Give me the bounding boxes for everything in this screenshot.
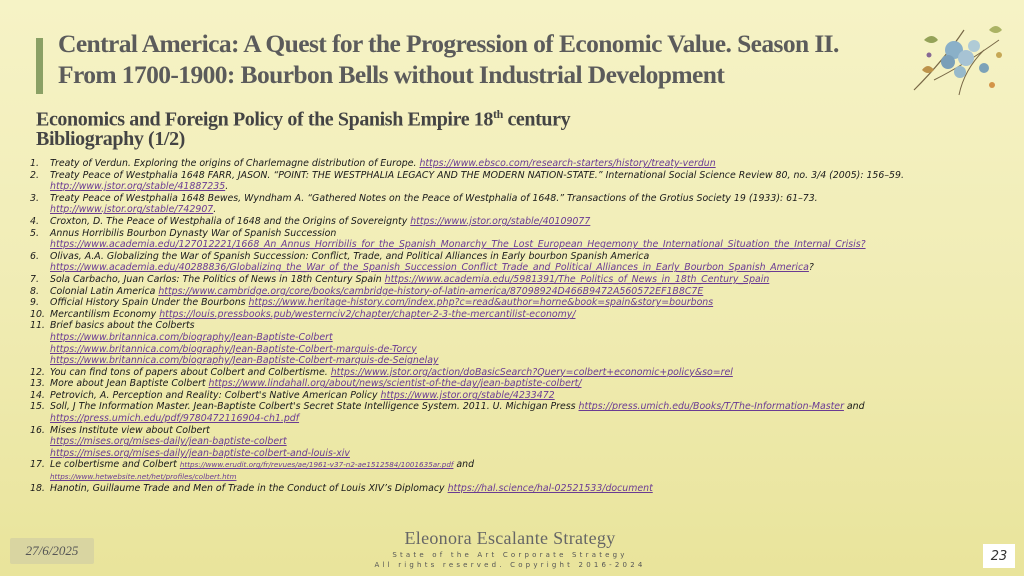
reference-text: Official History Spain Under the Bourbons [50, 297, 249, 309]
reference-number: 7. [30, 273, 39, 285]
reference-line [50, 483, 1010, 495]
reference-item [30, 170, 1010, 193]
reference-item [30, 320, 1010, 366]
reference-text: Soll, J The Information Master. Jean-Baptiste Colbert's Secret State Intelligence System. 2011. U. Michigan Press [50, 401, 579, 413]
reference-line [50, 459, 1010, 471]
reference-link[interactable]: https://mises.org/mises-daily/jean-baptiste-colbert [50, 436, 287, 448]
reference-line [50, 309, 1010, 321]
copyright-text: All rights reserved. Copyright 2016-2024 [374, 561, 646, 569]
title-line-2: From 1700-1900: Bourbon Bells without Industrial Development [58, 60, 725, 89]
reference-number: 15. [30, 401, 45, 413]
reference-line [50, 436, 1010, 448]
reference-text: and [453, 459, 475, 471]
reference-link[interactable]: https://www.academia.edu/127012221/1668_An_Annus_Horribilis_for_the_Spanish_Monarchy_The_Lost_European_Hegemony_the_International_Situation_the_Internal_Crisis? [50, 239, 866, 251]
reference-number: 14. [30, 389, 45, 401]
reference-link[interactable]: https://www.academia.edu/5981391/The_Politics_of_News_in_18th_Century_Spain [384, 273, 770, 285]
floral-decoration-icon [904, 10, 1014, 102]
reference-text: Brief basics about the Colberts [50, 320, 195, 332]
reference-number: 17. [30, 459, 45, 471]
reference-line [50, 204, 1010, 216]
reference-number: 16. [30, 424, 45, 436]
reference-number: 6. [30, 250, 39, 262]
reference-number: 11. [30, 320, 45, 332]
reference-number: 2. [30, 169, 39, 181]
slide-title [58, 28, 938, 90]
reference-line [50, 286, 1010, 298]
reference-line [50, 401, 1010, 413]
footer-brand-block [330, 528, 690, 569]
reference-text: . [213, 204, 217, 216]
reference-item [30, 309, 1010, 321]
reference-line [50, 367, 1010, 379]
reference-text: Petrovich, A. Perception and Reality: Colbert's Native American Policy [50, 389, 381, 401]
reference-text: More about Jean Baptiste Colbert [50, 378, 209, 390]
reference-line [50, 448, 1010, 460]
reference-item [30, 459, 1010, 482]
reference-item [30, 251, 1010, 274]
reference-text: Mercantilism Economy [50, 308, 160, 320]
reference-text: Colonial Latin America [50, 285, 159, 297]
reference-item [30, 367, 1010, 379]
reference-number: 9. [30, 297, 39, 309]
reference-link[interactable]: https://mises.org/mises-daily/jean-baptiste-colbert-and-louis-xiv [50, 447, 350, 459]
reference-link[interactable]: https://www.jstor.org/stable/4233472 [380, 389, 555, 401]
reference-link[interactable]: https://www.hetwebsite.net/het/profiles/colbert.htm [50, 472, 237, 482]
reference-link[interactable]: https://www.britannica.com/biography/Jean-Baptiste-Colbert-marquis-de-Seignelay [50, 355, 439, 367]
brand-tagline: State of the Art Corporate Strategy [392, 551, 628, 559]
reference-link[interactable]: https://www.britannica.com/biography/Jean-Baptiste-Colbert-marquis-de-Torcy [50, 343, 417, 355]
reference-link[interactable]: https://www.britannica.com/biography/Jean-Baptiste-Colbert [50, 331, 333, 343]
reference-number: 12. [30, 366, 45, 378]
reference-text: . [225, 181, 229, 193]
reference-line [50, 344, 1010, 356]
reference-line [50, 390, 1010, 402]
reference-link[interactable]: https://press.umich.edu/Books/T/The-Information-Master [578, 401, 844, 413]
date-label: 27/6/2025 [10, 538, 94, 564]
reference-link[interactable]: https://www.erudit.org/fr/revues/ae/1961-v37-n2-ae1512584/1001635ar.pdf [179, 460, 454, 470]
reference-line [50, 274, 1010, 286]
reference-text: Sola Carbacho, Juan Carlos: The Politics of News in 18th Century Spain [50, 273, 385, 285]
reference-number: 18. [30, 482, 45, 494]
reference-text: You can find tons of papers about Colbert and Colbertisme. [50, 366, 331, 378]
reference-item [30, 483, 1010, 495]
reference-line [50, 170, 1010, 182]
reference-number: 8. [30, 285, 39, 297]
reference-line [50, 251, 1010, 263]
brand-name: Eleonora Escalante Strategy [404, 528, 616, 548]
reference-text: and [843, 401, 865, 413]
reference-line [50, 378, 1010, 390]
reference-line [50, 262, 1010, 274]
reference-link[interactable]: https://www.academia.edu/40288836/Globalizing_the_War_of_the_Spanish_Succession_Conflict_Trade_and_Political_Alliances_in_Early_Bourbon_Spanish_America [50, 262, 809, 274]
reference-number: 13. [30, 378, 45, 390]
reference-item [30, 286, 1010, 298]
reference-line [50, 239, 1010, 251]
subtitle-suffix: century [502, 108, 571, 131]
reference-link[interactable]: http://www.jstor.org/stable/41887235 [50, 181, 226, 193]
section-heading: Bibliography (1/2) [36, 128, 185, 150]
reference-link[interactable]: https://www.lindahall.org/about/news/scientist-of-the-day/jean-baptiste-colbert/ [208, 378, 582, 390]
subtitle-text: Economics and Foreign Policy of the Spanish Empire 18 [36, 108, 493, 131]
reference-line [50, 181, 1010, 193]
bibliography-list [30, 158, 1010, 494]
reference-text: Hanotin, Guillaume Trade and Men of Trade in the Conduct of Louis XIV’s Diplomacy [50, 482, 448, 494]
subtitle-superscript: th [492, 107, 503, 121]
reference-link[interactable]: https://www.jstor.org/action/doBasicSearch?Query=colbert+economic+policy&so=rel [330, 366, 733, 378]
reference-item [30, 274, 1010, 286]
reference-line [50, 320, 1010, 332]
reference-link[interactable]: http://www.jstor.org/stable/742907 [50, 204, 214, 216]
reference-number: 5. [30, 227, 39, 239]
reference-text: Olivas, A.A. Globalizing the War of Spanish Succession: Conflict, Trade, and Political Alliances in Early bourbon Spanish America [50, 250, 650, 262]
reference-link[interactable]: https://louis.pressbooks.pub/westernciv2/chapter/chapter-2-3-the-mercantilist-economy/ [159, 308, 576, 320]
reference-text: Annus Horribilis Bourbon Dynasty War of Spanish Succession [50, 227, 337, 239]
reference-number: 10. [30, 308, 45, 320]
reference-line [50, 425, 1010, 437]
reference-item [30, 425, 1010, 460]
reference-link[interactable]: https://hal.science/hal-02521533/document [447, 482, 653, 494]
reference-line [50, 413, 1010, 425]
reference-link[interactable]: https://www.ebsco.com/research-starters/history/treaty-verdun [419, 158, 716, 169]
reference-item [30, 297, 1010, 309]
reference-line [50, 158, 1010, 170]
reference-line [50, 216, 1010, 228]
reference-item [30, 193, 1010, 216]
reference-text: Treaty Peace of Westphalia 1648 FARR, JASON. “POINT: THE WESTPHALIA LEGACY AND THE MODERN NATION-STATE.” International Social Science Review 80, no. 3/4 (2005): 156–59. [50, 169, 904, 181]
reference-line [50, 355, 1010, 367]
title-accent-bar [36, 38, 43, 94]
reference-item [30, 216, 1010, 228]
reference-line [50, 193, 1010, 205]
reference-link[interactable]: https://www.cambridge.org/core/books/cambridge-history-of-latin-america/87098924D466B9472A560572EF1B8C7E [158, 285, 704, 297]
reference-text: Le colbertisme and Colbert [50, 459, 180, 471]
reference-number: 4. [30, 215, 39, 227]
reference-item [30, 228, 1010, 251]
reference-item [30, 401, 1010, 424]
reference-line [50, 297, 1010, 309]
title-line-1: Central America: A Quest for the Progression of Economic Value. Season II. [58, 29, 839, 58]
reference-text: Mises Institute view about Colbert [50, 424, 210, 436]
reference-item [30, 378, 1010, 390]
reference-number: 1. [30, 158, 39, 169]
reference-item [30, 158, 1010, 170]
reference-line [50, 332, 1010, 344]
reference-text: ? [808, 262, 814, 274]
reference-line [50, 471, 1010, 483]
reference-line [50, 228, 1010, 240]
reference-link[interactable]: https://www.jstor.org/stable/40109077 [410, 215, 591, 227]
reference-link[interactable]: https://www.heritage-history.com/index.php?c=read&author=horne&book=spain&story=bourbons [248, 297, 714, 309]
reference-text: Treaty Peace of Westphalia 1648 Bewes, Wyndham A. “Gathered Notes on the Peace of Westphalia of 1648.” Transactions of the Grotius Society 19 (1933): 61–73. [50, 192, 818, 204]
reference-text: Treaty of Verdun. Exploring the origins of Charlemagne distribution of Europe. [50, 158, 420, 169]
reference-link[interactable]: https://press.umich.edu/pdf/9780472116904-ch1.pdf [50, 413, 300, 425]
reference-item [30, 390, 1010, 402]
reference-text: Croxton, D. The Peace of Westphalia of 1648 and the Origins of Sovereignty [50, 215, 411, 227]
reference-number: 3. [30, 192, 39, 204]
page-number: 23 [983, 544, 1015, 568]
